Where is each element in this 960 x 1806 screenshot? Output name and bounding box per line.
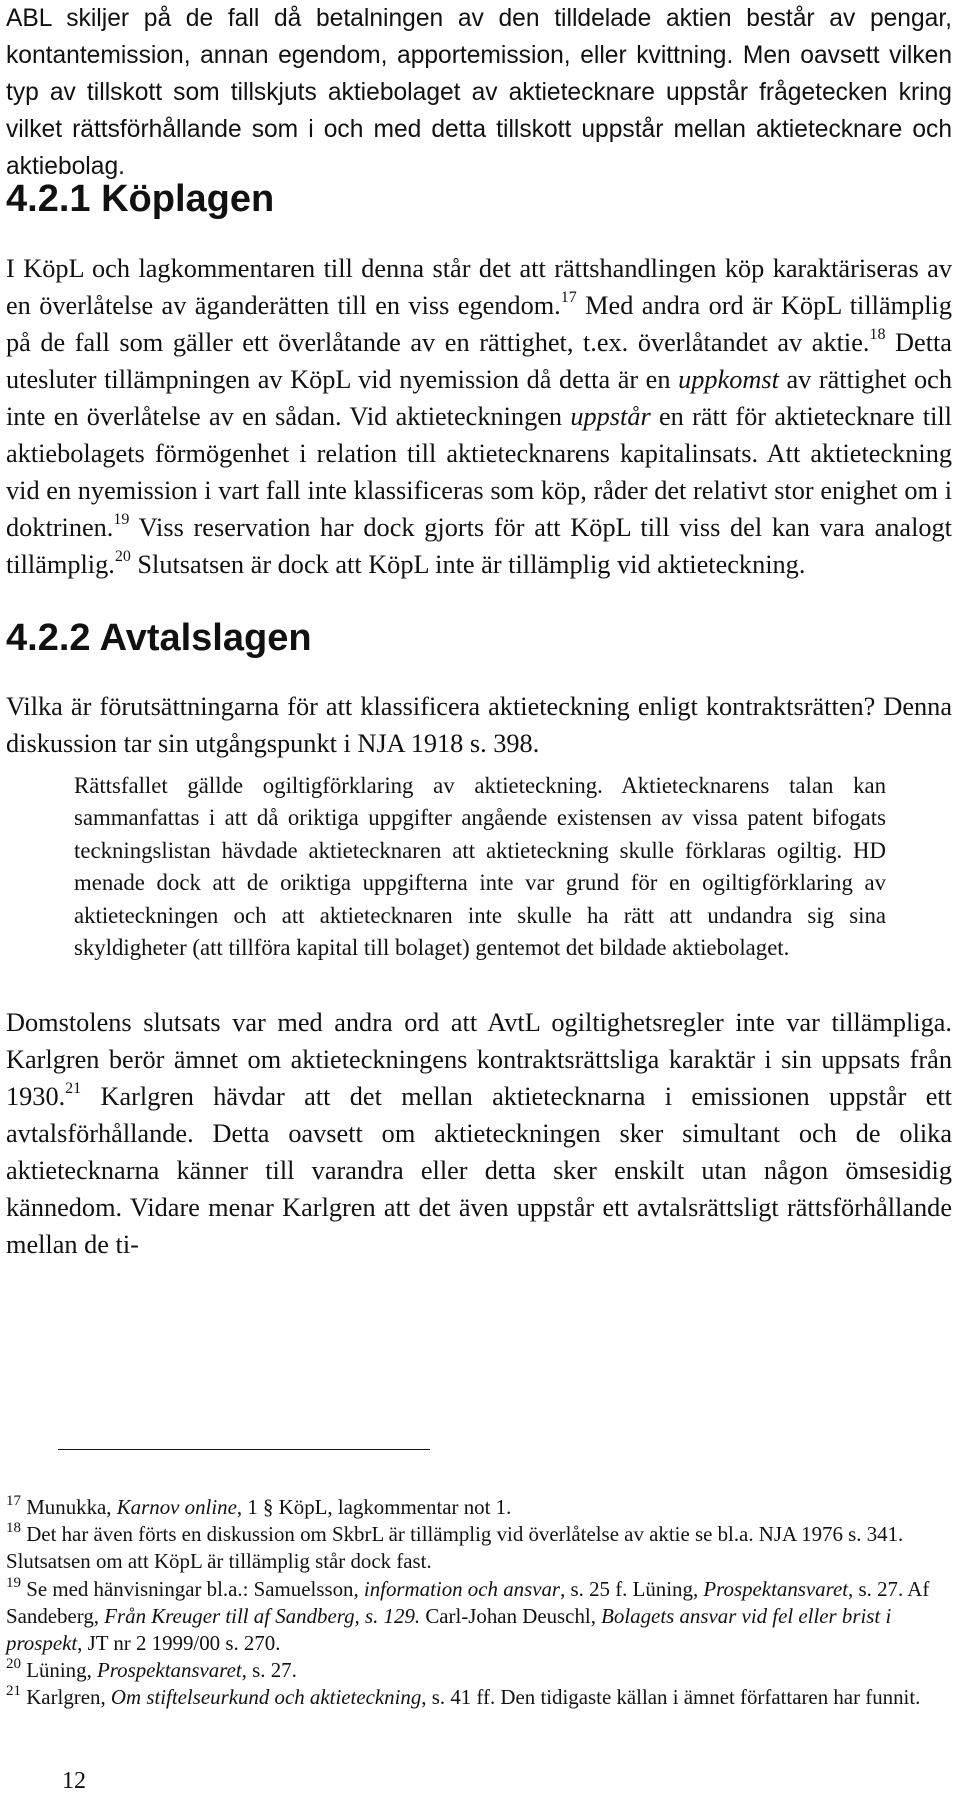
footnote-ref-17: 17 xyxy=(560,289,577,307)
footnote-title: Prospektansvaret, xyxy=(703,1576,854,1601)
footnote-number: 21 xyxy=(6,1683,21,1700)
footnote-ref-18: 18 xyxy=(869,326,886,344)
kopplagen-text-4: Viss reservation har dock gjorts för att KöpL till viss del kan vara analogt tillämplig. xyxy=(6,513,952,579)
avtalslagen-intro-paragraph xyxy=(6,688,952,762)
footnote-title: Karnov online xyxy=(116,1495,237,1519)
footnote-text: , 1 § KöpL, lagkommentar not 1. xyxy=(236,1495,512,1519)
kopplagen-text-2: Med andra ord är KöpL tillämplig på de fall som gäller ett överlåtande av en rättighet, t.ex. överlåtandet av aktie. xyxy=(6,291,952,357)
footnote-text: , s. 41 ff. Den tidigaste källan i ämnet författaren har funnit. xyxy=(421,1685,921,1710)
footnote-number: 17 xyxy=(6,1493,21,1510)
footnote-text: , s. 27. xyxy=(241,1658,297,1683)
footnote-text: , JT nr 2 1999/00 s. 270. xyxy=(77,1631,281,1656)
footnote-17 xyxy=(6,1494,952,1521)
footnotes xyxy=(6,1494,952,1712)
intro-text: ABL skiljer på de fall då betalningen av den tilldelade aktien består av pengar, kontantemission, annan egendom, apportemission, eller kvittning. Men oavsett vilken typ av tillskott som tillskjuts aktiebolaget av aktietecknare uppstår frågetecken kring vilket rättsförhållande som i och med detta tillskott uppstår mellan aktietecknare och aktiebolag. xyxy=(6,5,952,180)
avtalslagen-text-2: Karlgren hävdar att det mellan aktietecknarna i emissionen uppstår ett avtalsförhållande. Detta oavsett om aktieteckningen sker simultant och de olika aktietecknarna känner till varandra eller detta sker enskilt utan någon ömsesidig kännedom. Vidare menar Karlgren att det även uppstår ett avtalsrättsligt rättsförhållande mellan de ti- xyxy=(6,1082,952,1259)
case-quote-block xyxy=(74,770,886,964)
avtalslagen-intro-text: Vilka är förutsättningarna för att klassificera aktieteckning enligt kontraktsrätten? Denna diskussion tar sin utgångspunkt i NJA 1918 s. 398. xyxy=(6,692,952,758)
footnote-ref-20: 20 xyxy=(114,548,131,566)
section-heading-kopplagen: 4.2.1 Köplagen xyxy=(6,178,275,220)
page-number: 12 xyxy=(62,1768,86,1794)
footnote-20 xyxy=(6,1657,952,1684)
footnote-text: Lüning, xyxy=(21,1658,98,1683)
kopplagen-text-3b: av rättighet och inte en överlåtelse av en sådan. Vid aktieteckningen xyxy=(6,365,952,431)
footnote-text: , s. 25 f. Lüning, xyxy=(560,1576,704,1601)
footnote-text: Se med hänvisningar bl.a.: Samuelsson, xyxy=(21,1576,364,1601)
footnote-ref-21: 21 xyxy=(65,1080,82,1098)
kopplagen-paragraph xyxy=(6,250,952,583)
avtalslagen-paragraph xyxy=(6,1004,952,1263)
footnote-21 xyxy=(6,1684,952,1711)
footnote-title: Prospektansvaret xyxy=(97,1658,242,1683)
footnote-number: 19 xyxy=(6,1574,21,1591)
footnote-text: Carl-Johan Deuschl, xyxy=(420,1603,602,1628)
kopplagen-emphasis-uppkomst: uppkomst xyxy=(678,365,779,394)
section-heading-avtalslagen: 4.2.2 Avtalslagen xyxy=(6,617,312,659)
footnote-title: Bolagets ansvar vid fel eller brist i prospekt xyxy=(6,1603,892,1656)
intro-paragraph xyxy=(6,0,952,185)
footnote-separator xyxy=(58,1449,430,1450)
kopplagen-text-5: Slutsatsen är dock att KöpL inte är tillämplig vid aktieteckning. xyxy=(130,550,806,579)
kopplagen-text-1: I KöpL och lagkommentaren till denna står det att rättshandlingen köp karaktäriseras av en överlåtelse av äganderätten till en viss egendom. xyxy=(6,254,952,320)
case-quote-text: Rättsfallet gällde ogiltigförklaring av aktieteckning. Aktietecknarens talan kan sammanfattas i att då oriktiga uppgifter angående existensen av vissa patent bifogats teckningslistan hävdade aktietecknaren att aktieteckning skulle förklaras ogiltig. HD menade dock att de oriktiga uppgifterna inte var grund för en ogiltigförklaring av aktieteckningen och att aktietecknaren inte skulle ha rätt att undandra sig sina skyldigheter (att tillföra kapital till bolaget) gentemot det bildade aktiebolaget. xyxy=(74,773,886,961)
footnote-ref-19: 19 xyxy=(113,511,130,529)
footnote-19 xyxy=(6,1576,952,1658)
footnote-number: 18 xyxy=(6,1520,21,1537)
footnote-text: Karlgren, xyxy=(21,1685,111,1710)
kopplagen-text-3c: en rätt för aktietecknare till aktiebolagets förmögenhet i relation till aktietecknarens kapitalinsats. Att aktieteckning vid en nyemission i vart fall inte klassificeras som köp, råder det relativt stor enighet om i doktrinen. xyxy=(6,402,952,542)
footnote-text: Det har även förts en diskussion om SkbrL är tillämplig vid överlåtelse av aktie se bl.a. NJA 1976 s. 341. Slutsatsen om att KöpL är tillämplig står dock fast. xyxy=(6,1522,904,1574)
footnote-text: Munukka, xyxy=(21,1495,117,1519)
footnote-18 xyxy=(6,1521,952,1575)
footnote-title: Från Kreuger till af Sandberg, s. 129. xyxy=(104,1603,421,1628)
avtalslagen-text-1: Domstolens slutsats var med andra ord att AvtL ogiltighetsregler inte var tillämpliga. Karlgren berör ämnet om aktieteckningens kontraktsrättsliga karaktär i sin uppsats från 1930. xyxy=(6,1008,952,1111)
kopplagen-emphasis-uppstar: uppstår xyxy=(570,402,651,431)
kopplagen-text-3a: Detta utesluter tillämpningen av KöpL vid nyemission då detta är en xyxy=(6,328,952,394)
footnote-title: Om stiftelseurkund och aktieteckning xyxy=(110,1685,422,1710)
footnote-title: information och ansvar xyxy=(363,1576,561,1601)
footnote-text: s. 27. Af Sandeberg, xyxy=(6,1576,930,1628)
footnote-number: 20 xyxy=(6,1656,21,1673)
